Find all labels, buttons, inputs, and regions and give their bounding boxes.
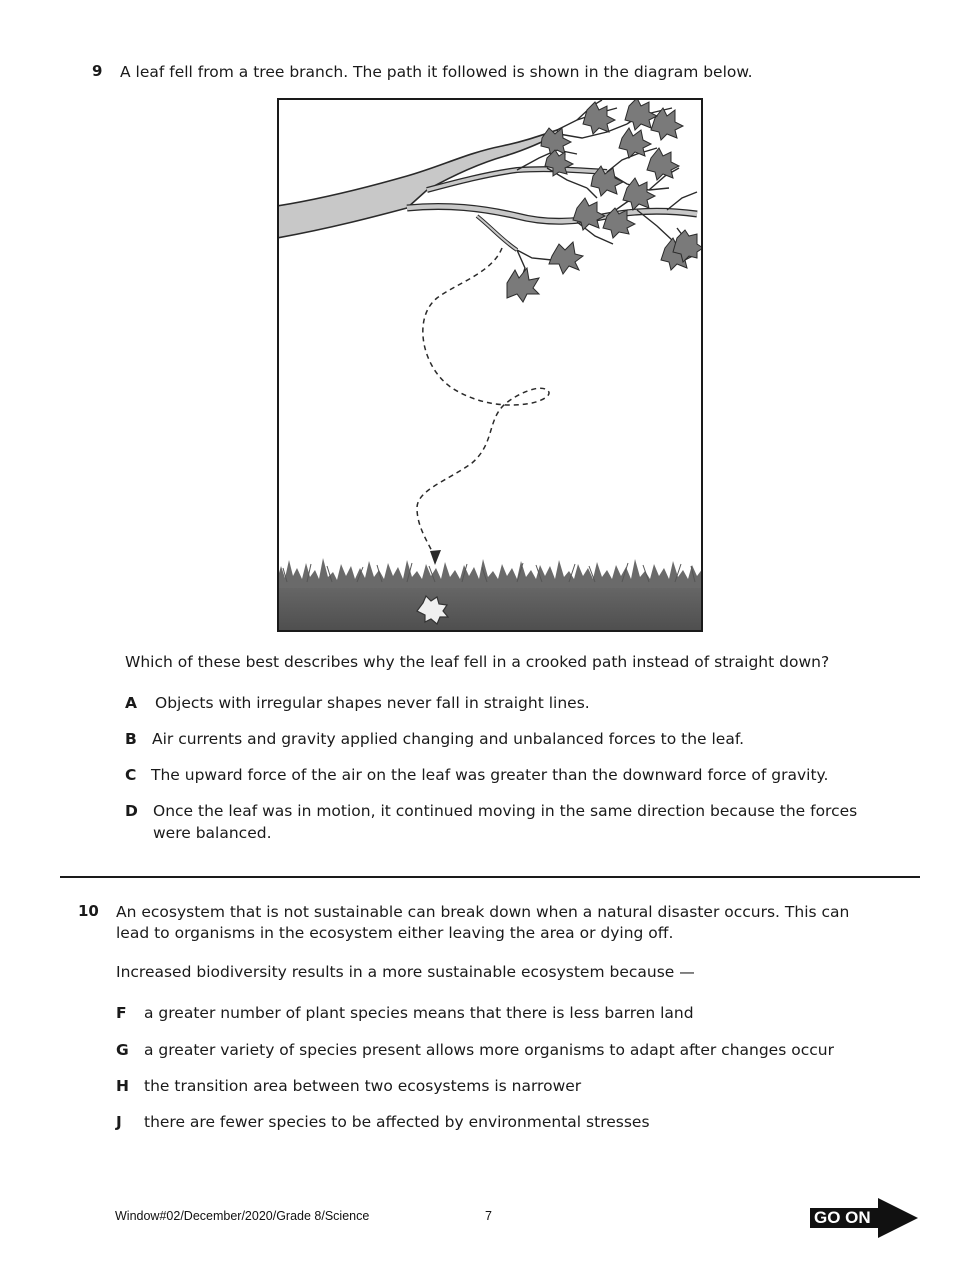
question-9-text: A leaf fell from a tree branch. The path it followed is shown in the diagram below. bbox=[120, 63, 753, 81]
option-text: Air currents and gravity applied changing and unbalanced forces to the leaf. bbox=[152, 730, 745, 748]
option-text: The upward force of the air on the leaf was greater than the downward force of gravity. bbox=[151, 766, 829, 784]
footer-source: Window#02/December/2020/Grade 8/Science bbox=[115, 1209, 370, 1223]
option-text: Objects with irregular shapes never fall in straight lines. bbox=[155, 694, 590, 712]
option-c[interactable] bbox=[125, 764, 905, 786]
option-letter: J bbox=[116, 1113, 122, 1131]
option-h[interactable] bbox=[116, 1075, 896, 1097]
option-text: there are fewer species to be affected by environmental stresses bbox=[144, 1113, 650, 1131]
option-letter: F bbox=[116, 1004, 127, 1022]
question-9-prompt: Which of these best describes why the leaf fell in a crooked path instead of straight down? bbox=[125, 653, 830, 671]
option-letter: D bbox=[125, 802, 138, 820]
option-f[interactable] bbox=[116, 1002, 896, 1024]
question-10-text: An ecosystem that is not sustainable can break down when a natural disaster occurs. This can bbox=[116, 903, 850, 921]
option-letter: B bbox=[125, 730, 137, 748]
option-text: the transition area between two ecosystems is narrower bbox=[144, 1077, 582, 1095]
option-text-continued: were balanced. bbox=[153, 824, 272, 842]
option-j[interactable] bbox=[116, 1111, 896, 1133]
page-number: 7 bbox=[485, 1209, 492, 1223]
falling-leaf-diagram bbox=[277, 98, 703, 632]
section-divider bbox=[60, 876, 920, 878]
option-a[interactable] bbox=[125, 692, 905, 714]
option-text: a greater variety of species present allows more organisms to adapt after changes occur bbox=[144, 1041, 834, 1059]
option-letter: A bbox=[125, 694, 137, 712]
question-10-number: 10 bbox=[78, 902, 99, 920]
option-b[interactable] bbox=[125, 728, 905, 750]
option-letter: G bbox=[116, 1041, 129, 1059]
option-text: a greater number of plant species means that there is less barren land bbox=[144, 1004, 694, 1022]
option-g[interactable] bbox=[116, 1039, 896, 1061]
go-on-arrow[interactable] bbox=[810, 1198, 920, 1238]
question-10-text-continued: lead to organisms in the ecosystem either leaving the area or dying off. bbox=[116, 924, 674, 942]
option-d[interactable] bbox=[125, 800, 905, 844]
option-letter: H bbox=[116, 1077, 129, 1095]
option-letter: C bbox=[125, 766, 137, 784]
question-9-number: 9 bbox=[92, 62, 103, 80]
question-10-prompt: Increased biodiversity results in a more sustainable ecosystem because — bbox=[116, 963, 695, 981]
go-on-label: GO ON bbox=[814, 1208, 871, 1227]
option-text: Once the leaf was in motion, it continued moving in the same direction because the forces bbox=[153, 802, 858, 820]
